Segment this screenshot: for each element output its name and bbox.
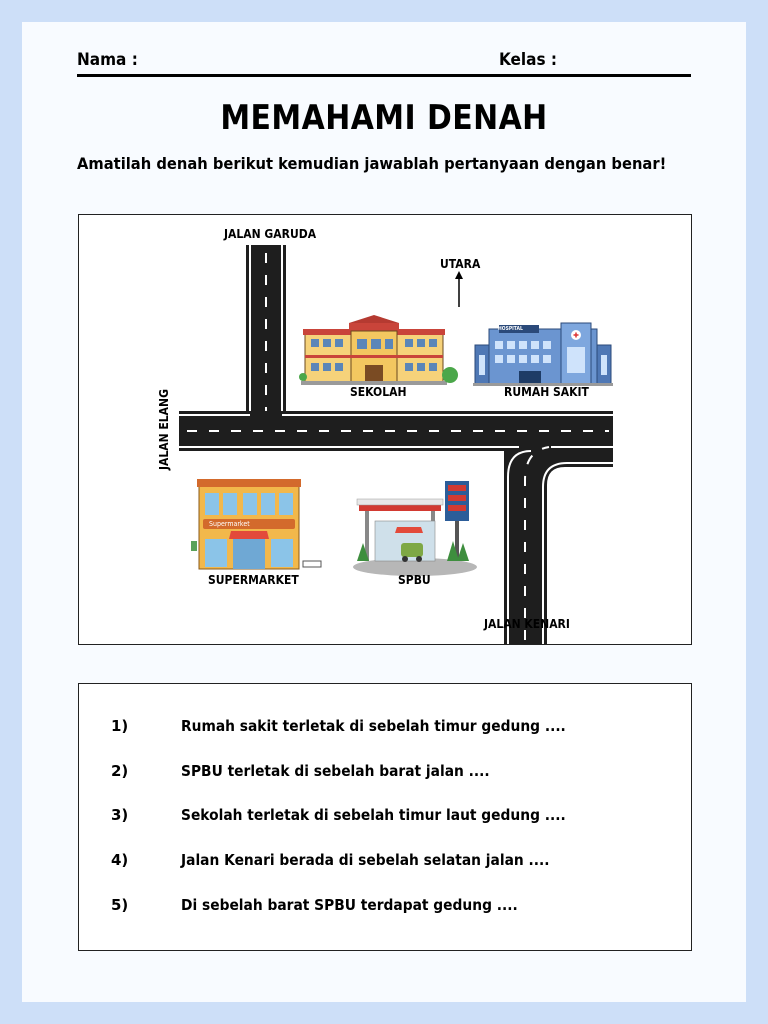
name-label: Nama : <box>77 50 138 70</box>
page-title: MEMAHAMI DENAH <box>220 98 548 138</box>
road-label-kenari: JALAN KENARI <box>484 617 570 631</box>
school-label: SEKOLAH <box>350 385 407 399</box>
question-number: 2) <box>111 762 129 780</box>
road-label-elang: JALAN ELANG <box>157 389 171 470</box>
worksheet <box>22 22 746 1002</box>
question-text: SPBU terletak di sebelah barat jalan .... <box>181 762 490 780</box>
question-text: Di sebelah barat SPBU terdapat gedung .... <box>181 896 518 914</box>
north-arrow-icon <box>455 271 463 307</box>
question-number: 5) <box>111 896 129 914</box>
supermarket-sign: Supermarket <box>209 520 250 528</box>
road-kenari <box>504 451 613 644</box>
gas-station-label: SPBU <box>398 573 431 587</box>
map-panel <box>78 214 692 645</box>
school-building-icon <box>299 315 458 385</box>
question-number: 3) <box>111 806 129 824</box>
hospital-sign: HOSPITAL <box>498 326 523 332</box>
gas-station-icon <box>353 481 477 576</box>
compass-label: UTARA <box>440 257 481 271</box>
question-number: 1) <box>111 717 129 735</box>
hospital-building-icon <box>473 323 613 386</box>
header-row <box>77 50 691 77</box>
instruction-text: Amatilah denah berikut kemudian jawablah pertanyaan dengan benar! <box>77 154 667 173</box>
supermarket-label: SUPERMARKET <box>208 573 299 587</box>
questions-panel <box>78 683 692 951</box>
question-number: 4) <box>111 851 129 869</box>
road-label-garuda: JALAN GARUDA <box>224 227 317 241</box>
class-label: Kelas : <box>499 50 558 70</box>
question-text: Rumah sakit terletak di sebelah timur gedung .... <box>181 717 566 735</box>
question-text: Sekolah terletak di sebelah timur laut gedung .... <box>181 806 566 824</box>
hospital-label: RUMAH SAKIT <box>504 385 589 399</box>
question-text: Jalan Kenari berada di sebelah selatan jalan .... <box>181 851 550 869</box>
